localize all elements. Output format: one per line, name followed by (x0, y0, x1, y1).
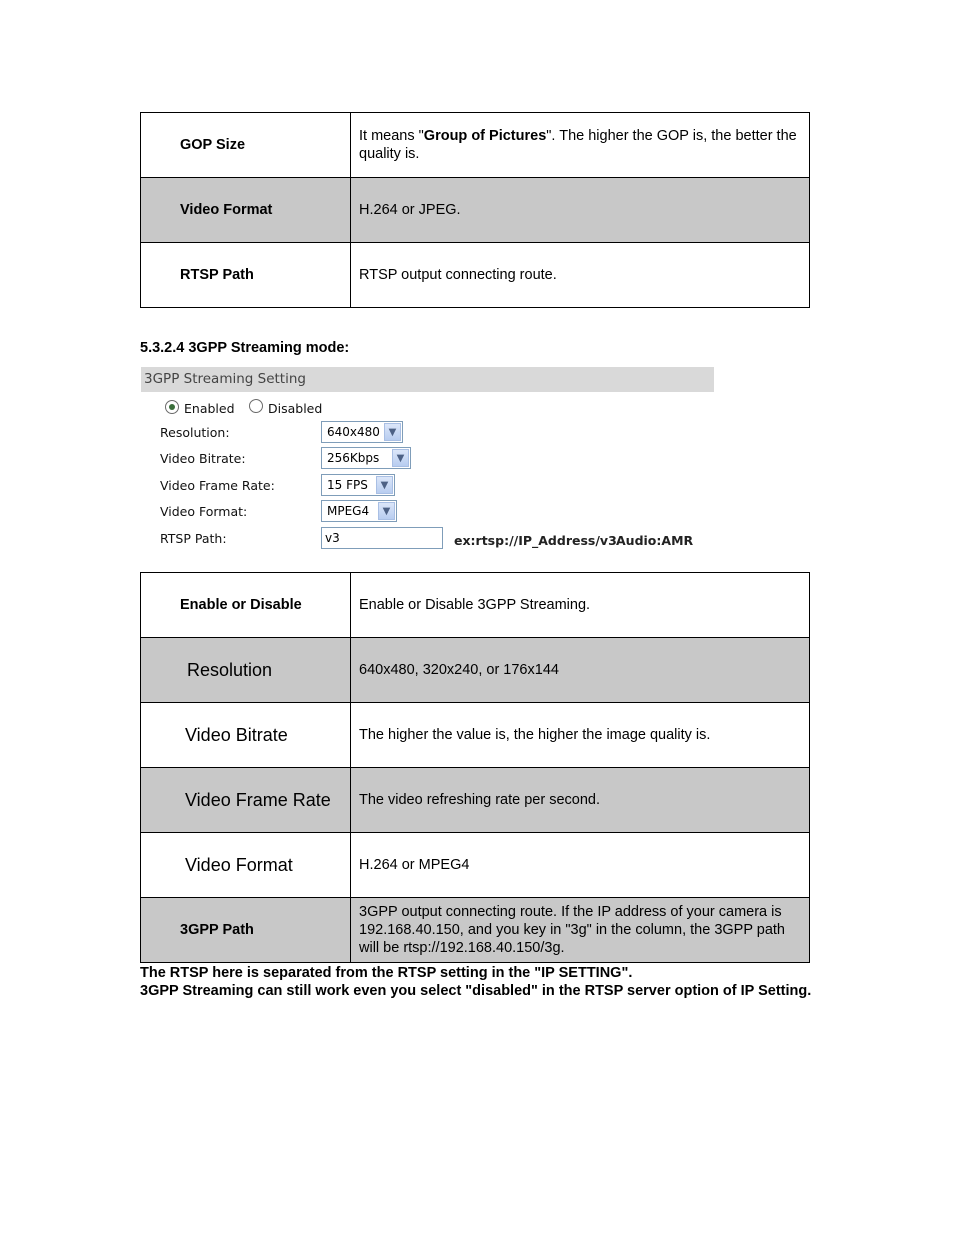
table-row (141, 768, 810, 833)
row-label: Enable or Disable (180, 597, 302, 613)
row-description: The higher the value is, the higher the image quality is. (351, 703, 810, 768)
row-label: Video Format (180, 202, 273, 218)
radio-disabled-label: Disabled (268, 401, 323, 416)
audio-codec-text: Audio:AMR (616, 533, 694, 548)
resolution-label: Resolution: (160, 425, 230, 440)
footnote-line: 3GPP Streaming can still work even you select "disabled" in the RTSP server option of IP Setting. (140, 983, 812, 999)
row-label: Resolution (187, 659, 273, 680)
parameter-table-rtsp (140, 112, 810, 308)
rtsp-example-text: ex:rtsp://IP_Address/v3 (454, 533, 617, 548)
row-label: Video Frame Rate (185, 789, 331, 810)
row-label: 3GPP Path (180, 922, 254, 938)
table-row (141, 898, 810, 963)
row-description: H.264 or MPEG4 (351, 833, 810, 898)
radio-enabled-label: Enabled (184, 401, 235, 416)
chevron-down-icon[interactable]: ▼ (376, 476, 393, 494)
table-row (141, 833, 810, 898)
bitrate-select[interactable]: 256Kbps ▼ (321, 447, 411, 469)
row-description: 640x480, 320x240, or 176x144 (351, 638, 810, 703)
table-row (141, 178, 810, 243)
footnote-line: The RTSP here is separated from the RTSP setting in the "IP SETTING". (140, 965, 633, 981)
row-description: H.264 or JPEG. (351, 178, 810, 243)
format-select[interactable]: MPEG4 ▼ (321, 500, 397, 522)
chevron-down-icon[interactable]: ▼ (384, 423, 401, 441)
table-row (141, 638, 810, 703)
row-label: Video Bitrate (185, 724, 288, 745)
chevron-down-icon[interactable]: ▼ (392, 449, 409, 467)
parameter-table-3gpp (140, 572, 810, 963)
rtsp-path-input[interactable]: v3 (321, 527, 443, 549)
chevron-down-icon[interactable]: ▼ (378, 502, 395, 520)
row-label: GOP Size (180, 137, 246, 153)
radio-disabled[interactable] (249, 399, 263, 413)
row-description: The video refreshing rate per second. (351, 768, 810, 833)
framerate-label: Video Frame Rate: (160, 478, 275, 493)
row-label: Video Format (185, 854, 293, 875)
bitrate-label: Video Bitrate: (160, 451, 246, 466)
radio-enabled[interactable] (165, 400, 179, 414)
row-description: It means "Group of Pictures". The higher the GOP is, the better the quality is. (351, 113, 810, 178)
table-row (141, 703, 810, 768)
table-row (141, 113, 810, 178)
table-row (141, 573, 810, 638)
table-row (141, 243, 810, 308)
framerate-select[interactable]: 15 FPS ▼ (321, 474, 395, 496)
row-description: 3GPP output connecting route. If the IP address of your camera is 192.168.40.150, and you key in "3g" in the column, the 3GPP path will be rtsp://192.168.40.150/3g. (351, 898, 810, 963)
row-label: RTSP Path (180, 267, 254, 283)
section-heading: 5.3.2.4 3GPP Streaming mode: (140, 340, 350, 356)
resolution-select[interactable]: 640x480 ▼ (321, 421, 403, 443)
row-description: RTSP output connecting route. (351, 243, 810, 308)
footnote (140, 964, 820, 1000)
format-label: Video Format: (160, 504, 248, 519)
radio-selected-dot (169, 404, 175, 410)
rtsp-path-label: RTSP Path: (160, 531, 227, 546)
row-description: Enable or Disable 3GPP Streaming. (351, 573, 810, 638)
panel-title-bar: 3GPP Streaming Setting (141, 367, 714, 392)
